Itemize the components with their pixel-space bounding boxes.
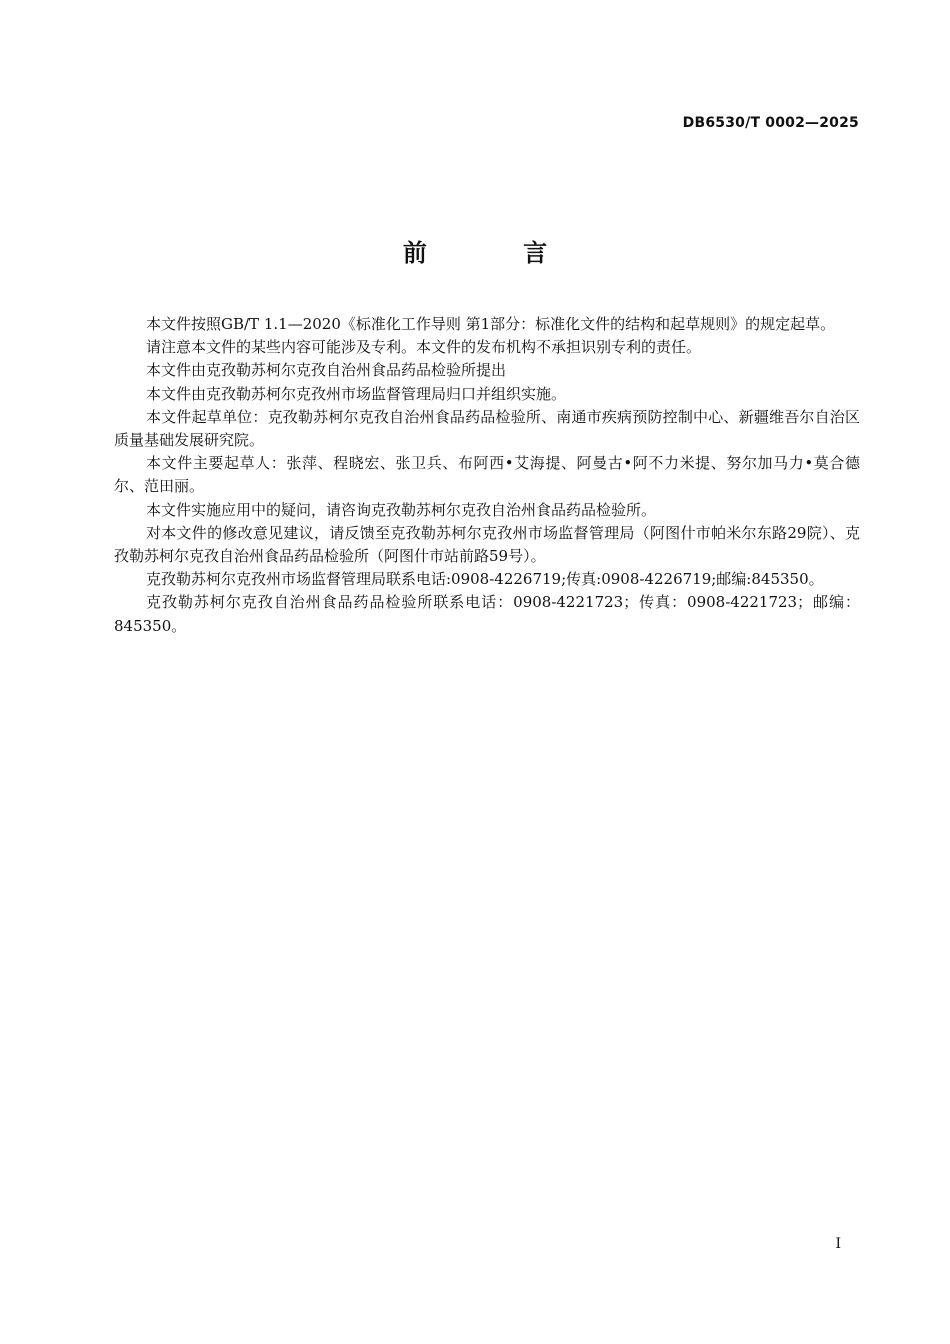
paragraph: 本文件由克孜勒苏柯尔克孜自治州食品药品检验所提出	[146, 361, 507, 380]
paragraph: 本文件实施应用中的疑问，请咨询克孜勒苏柯尔克孜自治州食品药品检验所。	[146, 500, 657, 519]
paragraph: 本文件由克孜勒苏柯尔克孜州市场监督管理局归口并组织实施。	[146, 384, 567, 403]
page-number: I	[835, 1236, 841, 1252]
paragraph: 对本文件的修改意见建议，请反馈至克孜勒苏柯尔克孜州市场监督管理局（阿图什市帕米尔东路29院）、克孜勒苏柯尔克孜自治州食品药品检验所（阿图什市站前路59号）。	[114, 523, 860, 566]
paragraph: 本文件按照GB/T 1.1—2020《标准化工作导则 第1部分：标准化文件的结构和起草规则》的规定起草。	[146, 315, 836, 333]
paragraph: 本文件主要起草人：张萍、程晓宏、张卫兵、布阿西•艾海提、阿曼古•阿不力米提、努尔加马力•莫合德尔、范田丽。	[114, 454, 860, 496]
document-code: DB6530/T 0002—2025	[682, 115, 859, 131]
page-title: 前 言	[402, 239, 592, 267]
paragraph: 克孜勒苏柯尔克孜自治州食品药品检验所联系电话：0908-4221723；传真：0908-4221723；邮编：845350。	[114, 593, 860, 635]
paragraph: 本文件起草单位：克孜勒苏柯尔克孜自治州食品药品检验所、南通市疾病预防控制中心、新疆维吾尔自治区质量基础发展研究院。	[114, 407, 860, 450]
paragraph: 请注意本文件的某些内容可能涉及专利。本文件的发布机构不承担识别专利的责任。	[146, 338, 702, 357]
paragraph: 克孜勒苏柯尔克孜州市场监督管理局联系电话:0908-4226719;传真:0908-4226719;邮编:845350。	[146, 570, 824, 589]
preface-body	[114, 313, 860, 638]
